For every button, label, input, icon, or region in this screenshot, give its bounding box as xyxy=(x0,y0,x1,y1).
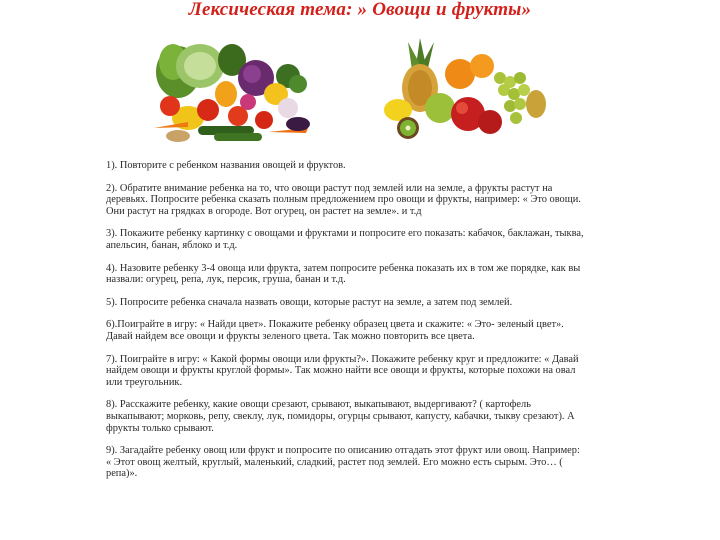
paragraph-7: 7). Поиграйте в игру: « Какой формы овощи или фрукты?». Покажите ребенку круг и предложите: « Давай найдем овощи и фрукты круглой формы». Так можно найти все овощи и фрукты, которые похожи на овал или треугольник. xyxy=(106,353,579,388)
paragraph-1: 1). Повторите с ребенком названия овощей и фруктов. xyxy=(106,160,346,171)
paragraph-4: 4). Назовите ребенку 3-4 овоща или фрукта, затем попросите ребенка показать их в том же порядке, как вы назвали: огурец, репа, лук, персик, груша, банан и т.д. xyxy=(106,262,581,286)
paragraph-8: 8). Расскажите ребенку, какие овощи срезают, срывают, выкапывают, выдергивают? ( картофель выкапывают; морковь, репу, свеклу, лук, помидоры, огурцы срывают, капусту, кабачки, тыкву срезают). А фрукты только срывают. xyxy=(106,399,575,434)
instructions-text xyxy=(106,160,584,490)
fruits-photo xyxy=(372,36,552,140)
paragraph-2: 2). Обратите внимание ребенка на то, что овощи растут под землей или на земле, а фрукты растут на деревьях. Попросите ребенка сказать полным предложением про овощи и фрукты, например: « Это овощи. Они растут на грядках в огороде. Вот огурец, он растет на земле». и т.д xyxy=(106,182,581,217)
paragraph-3: 3). Покажите ребенку картинку с овощами и фруктами и попросите его показать: кабачок, баклажан, тыква, апельсин, банан, яблоко и т.д. xyxy=(106,228,584,251)
paragraph-5: 5). Попросите ребенка сначала назвать овощи, которые растут на земле, а затем под землей. xyxy=(106,296,513,308)
page-title: Лексическая тема: » Овощи и фрукты» xyxy=(188,0,532,20)
vegetables-photo xyxy=(148,32,316,144)
paragraph-6: 6).Поиграйте в игру: « Найди цвет». Покажите ребенку образец цвета и скажите: « Это- зеленый цвет». Давай найдем все овощи и фрукты зеленого цвета. Так можно повторить все цвета. xyxy=(106,319,564,342)
paragraph-9: 9). Загадайте ребенку овощ или фрукт и попросите по описанию отгадать этот фрукт или овощ. Например: « Этот овощ желтый, круглый, маленький, сладкий, растет под землей. Его можно есть сырым. Это… ( репа)». xyxy=(106,445,580,480)
